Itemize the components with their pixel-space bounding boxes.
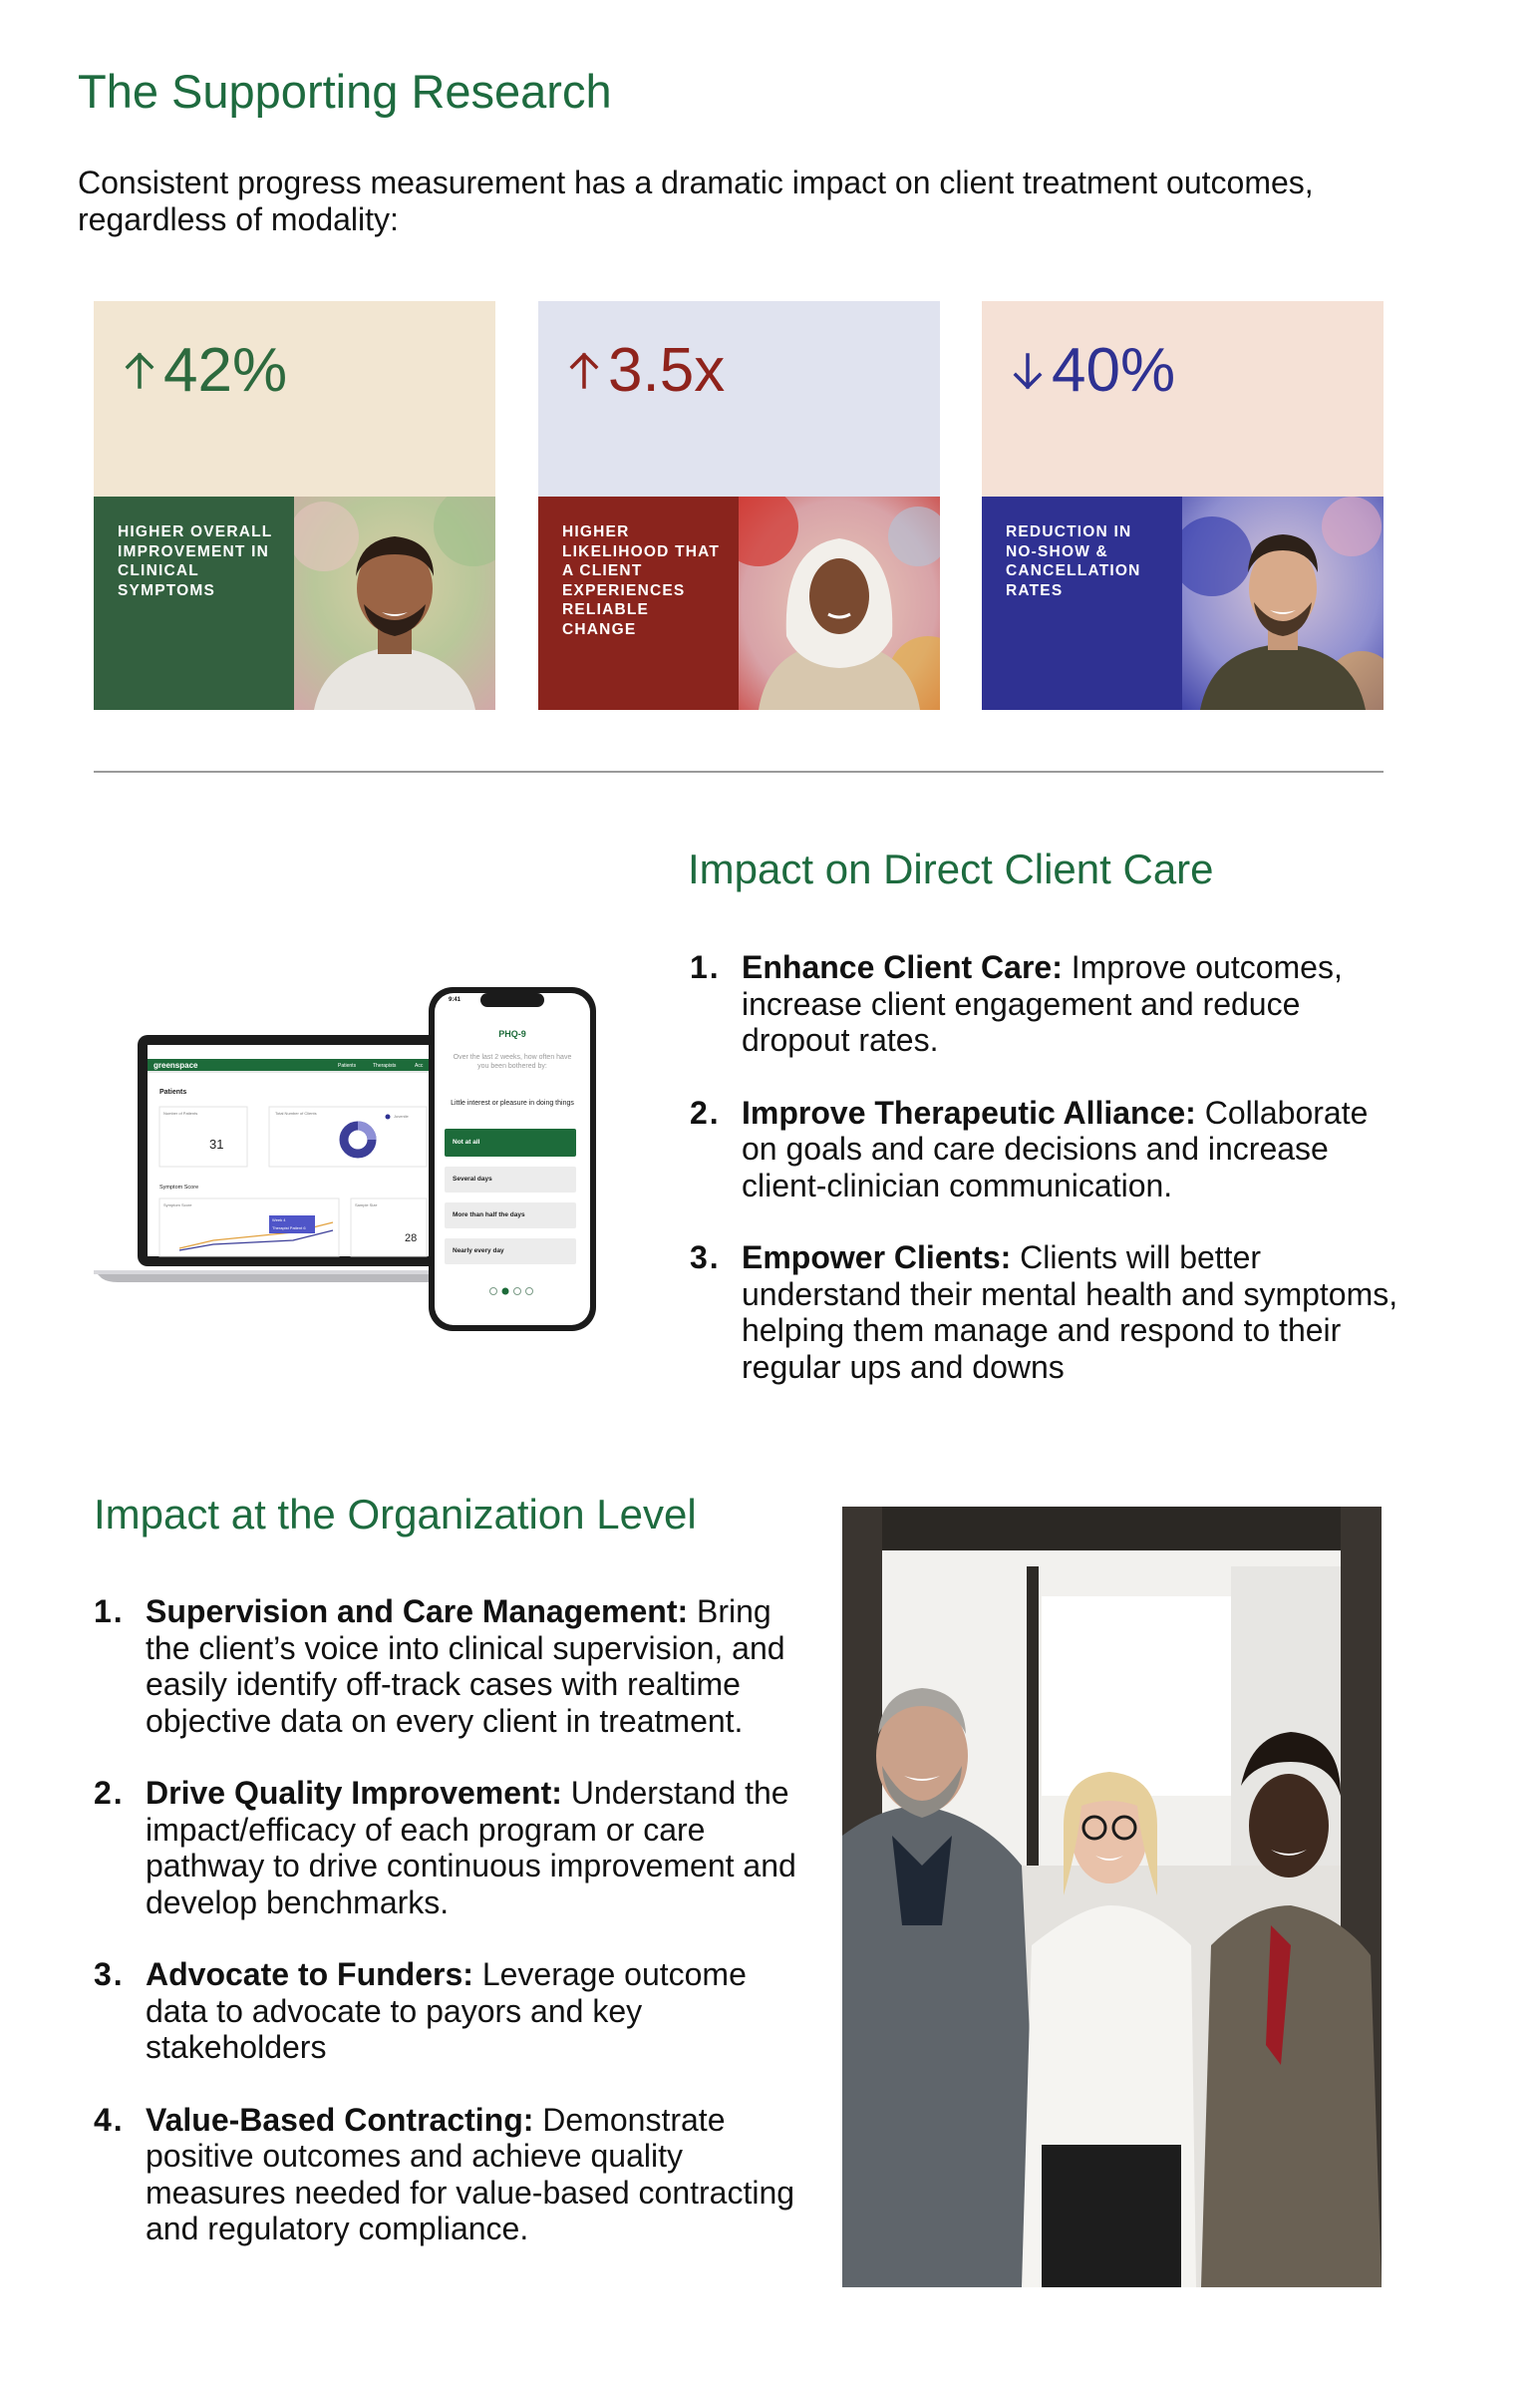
organization-heading: Impact at the Organization Level xyxy=(94,1491,697,1538)
stat-value xyxy=(1008,335,1175,406)
intro-text: Consistent progress measurement has a dramatic impact on client treatment outcomes, regardless of modality: xyxy=(78,165,1314,237)
item-text: Demonstrate positive outcomes and achieve quality measures needed for value-based contracting and regulatory compliance. xyxy=(146,2101,795,2246)
laptop-tooltip-patient: Therapist Patient 6 xyxy=(272,1225,306,1230)
laptop-card1-label: Number of Patients xyxy=(163,1111,198,1116)
item-number: 2. xyxy=(94,1775,125,1811)
laptop-legend: Juvenile xyxy=(394,1114,409,1119)
list-item xyxy=(94,1775,811,1920)
stat-top xyxy=(982,301,1384,497)
stat-label: REDUCTION IN NO-SHOW & CANCELLATION RATES xyxy=(982,497,1182,710)
stat-value xyxy=(564,335,725,406)
item-title: Advocate to Funders: xyxy=(146,1956,473,1992)
organization-list xyxy=(94,1593,811,2283)
item-text: Clients will better understand their mental health and symptoms, helping them manage and respond to their regular ups and downs xyxy=(742,1239,1398,1385)
phone-title: PHQ-9 xyxy=(498,1029,526,1039)
item-title: Improve Therapeutic Alliance: xyxy=(742,1094,1196,1131)
stat-card-reliable-change xyxy=(538,301,940,710)
item-title: Supervision and Care Management: xyxy=(146,1593,689,1629)
stat-card-symptoms xyxy=(94,301,495,710)
phone-option-nearly-every-day[interactable]: Nearly every day xyxy=(453,1247,504,1254)
item-number: 3. xyxy=(690,1239,721,1275)
portrait-photo xyxy=(739,497,940,710)
stat-value-text: 42% xyxy=(163,336,288,405)
laptop-nav-therapists[interactable]: Therapists xyxy=(373,1063,397,1069)
item-text: Bring the client’s voice into clinical supervision, and easily identify off-track cases with realtime objective data on every client in treatment. xyxy=(146,1593,785,1739)
item-title: Empower Clients: xyxy=(742,1239,1012,1275)
item-number: 1. xyxy=(94,1593,125,1629)
arrow-up-icon xyxy=(564,340,604,402)
phone-time: 9:41 xyxy=(449,997,462,1003)
phone-option-not-at-all[interactable]: Not at all xyxy=(453,1139,480,1146)
list-item xyxy=(690,949,1407,1059)
stat-label: HIGHER LIKELIHOOD THAT A CLIENT EXPERIENCES RELIABLE CHANGE xyxy=(538,497,739,710)
laptop-section-title: Patients xyxy=(159,1089,187,1096)
item-number: 3. xyxy=(94,1956,125,1992)
arrow-down-icon xyxy=(1008,340,1048,402)
list-item xyxy=(690,1239,1407,1385)
list-item xyxy=(94,2102,811,2247)
item-text: Collaborate on goals and care decisions and increase client-clinician communication. xyxy=(742,1094,1369,1203)
laptop-card2-label: Total Number of Clients xyxy=(275,1111,317,1116)
stat-top xyxy=(538,301,940,497)
laptop-sample-value: 28 xyxy=(405,1232,418,1244)
stat-card-no-show xyxy=(982,301,1384,710)
portrait-photo xyxy=(1182,497,1384,710)
item-title: Value-Based Contracting: xyxy=(146,2101,534,2138)
page-title: The Supporting Research xyxy=(78,65,612,118)
laptop-symptom-sub: Symptom Score xyxy=(163,1202,192,1207)
item-number: 4. xyxy=(94,2101,125,2138)
phone-question: Over the last 2 weeks, how often have you been bothered by: xyxy=(453,1054,572,1070)
portrait-photo xyxy=(294,497,495,710)
laptop-tooltip-week: Week 4 xyxy=(272,1217,286,1222)
direct-care-list xyxy=(690,949,1407,1421)
list-item xyxy=(690,1095,1407,1204)
stat-top xyxy=(94,301,495,497)
stat-value-text: 3.5x xyxy=(608,336,726,405)
list-item xyxy=(94,1956,811,2066)
item-number: 1. xyxy=(690,949,721,985)
item-text: Improve outcomes, increase client engagement and reduce dropout rates. xyxy=(742,949,1343,1058)
laptop-sample-label: Sample Size xyxy=(355,1202,378,1207)
laptop-nav-patients[interactable]: Patients xyxy=(338,1063,357,1069)
stat-value-text: 40% xyxy=(1052,336,1176,405)
laptop-symptom-title: Symptom Score xyxy=(159,1185,199,1191)
item-text: Understand the impact/efficacy of each program or care pathway to drive continuous improvement and develop benchmarks. xyxy=(146,1775,796,1920)
laptop-brand: greenspace xyxy=(154,1061,198,1070)
arrow-up-icon xyxy=(120,340,159,402)
laptop-card1-value: 31 xyxy=(209,1137,224,1152)
stat-value xyxy=(120,335,287,406)
phone-item: Little interest or pleasure in doing things xyxy=(451,1100,574,1107)
phone-option-several-days[interactable]: Several days xyxy=(453,1176,492,1183)
item-title: Enhance Client Care: xyxy=(742,949,1063,985)
devices-mockup xyxy=(94,987,602,1336)
list-item xyxy=(94,1593,811,1739)
item-text: Leverage outcome data to advocate to payors and key stakeholders xyxy=(146,1956,747,2065)
phone-option-more-than-half[interactable]: More than half the days xyxy=(453,1211,525,1218)
laptop-nav-account[interactable]: Acc xyxy=(415,1063,424,1069)
section-divider xyxy=(94,771,1384,773)
stat-label: HIGHER OVERALL IMPROVEMENT IN CLINICAL SYMPTOMS xyxy=(94,497,294,710)
item-number: 2. xyxy=(690,1094,721,1131)
item-title: Drive Quality Improvement: xyxy=(146,1775,562,1811)
direct-care-heading: Impact on Direct Client Care xyxy=(688,846,1214,892)
team-photo xyxy=(842,1507,1382,2287)
